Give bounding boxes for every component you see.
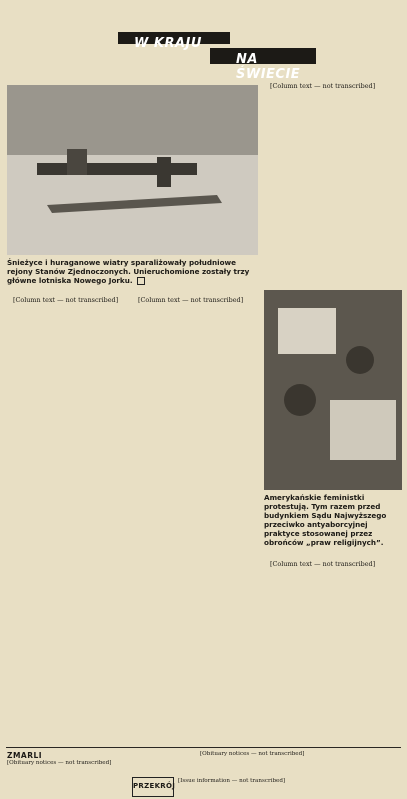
photo1-caption: Śnieżyce i huraganowe wiatry sparaliżowały południowe rejony Stanów Zjednoczonych. Unieruchomione zostały trzy główne lotniska Nowego Jorku.	[7, 258, 250, 285]
protest-photo	[264, 290, 402, 490]
column-c: [Column text — not transcribed]	[270, 82, 376, 90]
airport-snow-photo	[7, 85, 258, 255]
obituaries-right: [Obituary notices — not transcribed]	[200, 751, 305, 757]
column-a: [Column text — not transcribed]	[13, 296, 119, 304]
obituary-divider	[6, 747, 401, 748]
column-d: [Column text — not transcribed]	[270, 560, 376, 568]
section-banner	[118, 18, 318, 82]
issue-note: [Issue information — not transcribed]	[178, 778, 286, 784]
publication-logo: PRZEKRÓJ	[132, 777, 174, 797]
banner-text-country: W KRAJU	[134, 36, 202, 51]
obituaries-heading: ZMARLI	[7, 751, 43, 760]
column-b: [Column text — not transcribed]	[138, 296, 244, 304]
end-mark-icon	[137, 277, 145, 285]
photo2-caption: Amerykańskie feministki protestują. Tym razem przed budynkiem Sądu Najwyższego przeciwko antyaborcyjnej praktyce stosowanej przez obrońców „praw religijnych”.	[264, 493, 387, 547]
banner-text-world: NA ŚWIECIE	[236, 52, 301, 82]
obituaries-left: [Obituary notices — not transcribed]	[7, 760, 112, 766]
